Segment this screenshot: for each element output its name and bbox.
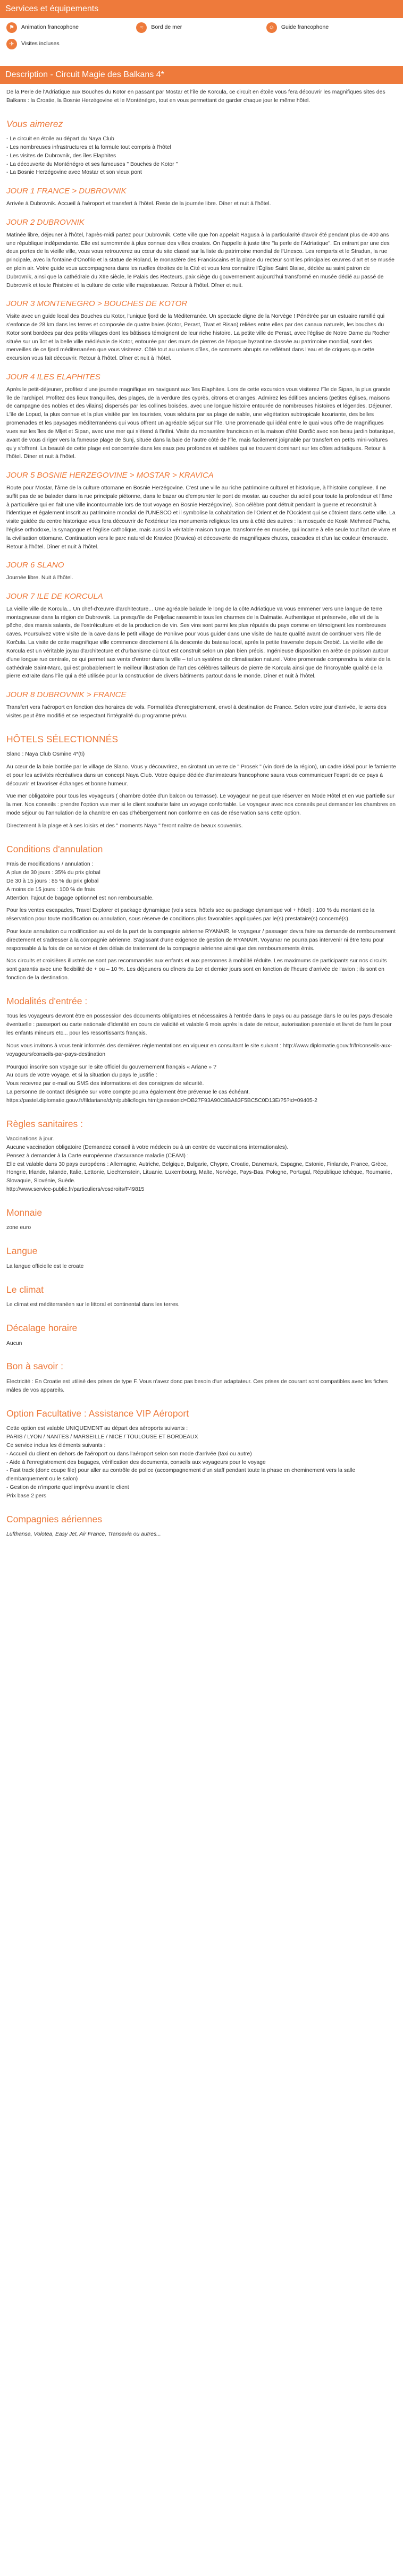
entry-line: Vous recevrez par e-mail ou SMS des informations et des consignes de sécurité. — [6, 1081, 204, 1087]
day-text: Journée libre. Nuit à l'hôtel. — [6, 575, 73, 581]
loved-item: - Les nombreuses infrastructures et la formule tout compris à l'hôtel — [6, 145, 171, 151]
day-title: JOUR 8 DUBROVNIK > FRANCE — [6, 690, 127, 700]
day-title: JOUR 3 MONTENEGRO > BOUCHES DE KOTOR — [6, 299, 188, 309]
day-text: Transfert vers l'aéroport en fonction des horaires de vols. Formalités d'enregistrement, envol à destination de France. Selon votre jour d'arrivée, le sens des visites peut être modifié et se respectant l'intégralité du programme prévu. — [6, 704, 387, 719]
day-title: JOUR 5 BOSNIE HERZEGOVINE > MOSTAR > KRAVICA — [6, 471, 214, 480]
day-text: Route pour Mostar, l'âme de la culture ottomane en Bosnie Herzégovine. C'est une ville au riche patrimoine culturel et historique, à l'histoire complexe. Il ne suffit pas de se balader dans la rue principale piétonne, dans le bazar ou d'emprunter le pont de mostar. au coucher du soleil pour toute la profondeur et l'âme à particulière qui en fait une ville incontournable lors de tout voyage en Bosnie Herzégovine). Son célèbre pont détruit pendant la guerre et reconstruit à l'identique et également inscrit au patrimoine mondial de l'UNESCO et il symbolise la cohabitation de l'Orient et de l'Occident qui se côtoient dans cette ville. La visite guidée du centre historique vous fera découvrir de l'extérieur les monuments religieux les uns à côté des autres : la mosquée de Koski Mehmed Pacha, l'église orthodoxe, la synagogue et l'église catholique, mais aussi la véritable maison turque, transformée en musée, qui incarne à elle seule tout l'art de vivre et la civilisation ottomane. Continuation vers le parc naturel de Kravice (Kravica) et découverte de magnifiques chutes, cascades et d'un lac couleur émeraude. Retour à l'hôtel. Dîner et nuit à l'hôtel. — [6, 485, 397, 550]
service-label: Guide francophone — [281, 24, 329, 31]
entry-title: Modalités d'entrée : — [6, 995, 88, 1006]
vip-line: - Accueil du client en dehors de l'aéroport ou dans l'aéroport selon son mode d'arrivée (taxi ou autre) — [6, 1451, 252, 1457]
day-title: JOUR 7 ILE DE KORCULA — [6, 592, 103, 601]
entry-line: Tous les voyageurs devront être en possession des documents obligatoires et nécessaires à l'entrée dans le pays ou au passage dans le ou les pays d'escale éventuelle : passeport ou carte nationale d'identité en cours de validité et valable 6 mois après la date de retour, autorisation parentale et livret de famille pour les enfants mineurs etc... pour les ressortissants français. — [6, 1013, 392, 1037]
visit-icon: ✈ — [6, 39, 17, 49]
goodtoknow-title: Bon à savoir : — [6, 1361, 63, 1372]
day-text: Visite avec un guide local des Bouches du Kotor, l'unique fjord de la Méditerranée. Un spectacle digne de la Norvège ! Pénétrée par un estuaire ramifié qui s'enfonce de 28 km dans les terres et composée de quatre baies (Kotor, Perast, Tivat et Risan) reliées entre elles par des canaux naturels, les bouches du Kotor sont bordées par des petits villages dont les bâtisses témoignent de leur riche histoire. La petite ville de Perast, avec l'église de Notre Dame du Rocher située sur un îlot et la belle ville médiévale de Kotor, entourée par des murs de pierres de l'époque byzantine classée au patrimoine mondial, sont des merveilles de ce fjord méditerranéen que vous visiterez. Côté tout au univers d'îles, de sommets abrupts se reflétant dans l'eau et de criques que cette excursion vous fait découvrir. Retour à l'hôtel. Dîner et nuit à l'hôtel. — [6, 313, 390, 362]
cancel-line: Attention, l'ajout de bagage optionnel est non remboursable. — [6, 895, 154, 901]
timezone-title: Décalage horaire — [6, 1323, 78, 1334]
content — [0, 84, 403, 1547]
entry-line: La personne de contact désignée sur votre compte pourra également être prévenue le cas échéant. — [6, 1089, 250, 1095]
currency-text: zone euro — [6, 1225, 31, 1231]
day-title: JOUR 2 DUBROVNIK — [6, 217, 85, 227]
entry-line: Nous vous invitons à vous tenir informés des dernières réglementations en vigueur en consultant le site suivant : http://www.diplomatie.gouv.fr/fr/conseils-aux-voyageurs/conseils-par-pays-destination — [6, 1043, 392, 1057]
day-text: Après le petit-déjeuner, profitez d'une journée magnifique en naviguant aux îles Elaphites. Lors de cette excursion vous visiterez l'île de Sipan, la plus grande île de l'archipel. Profitez des lieux tranquilles, des plages, de la verdure des cyprès, citrons et oranges. Admirez les édifices anciens (petites églises, maisons de campagne des nobles et des vilains) dispersés par les collines boisées, avec une longue histoire entourée de nombreuses histoires et légendes. Déjeuner. L'île de Lopud, la plus connue et la plus visitée par les touristes, vous séduira par sa plage de sable, une végétation subtropicale luxuriante, des belles promenades et les paysages méditerranéens qui vous offrent un agréable séjour sur l'île. Une promenade qui idéal entre le quai vous offre de magnifiques vues sur les îles de Mljet et Sipan, avec une mer qui s'étend à l'infini. Visite du monastère franciscain et la maison d'été Đorđić avec son beau jardin botanique, avant de vous diriger vers la fameuse plage de Šunj, située dans la baie de l'autre côté de l'île, mais facilement joignable par transfert en petits mini-voitures qu'y s'offrent. La beauté de cette plage est concentrée dans les eaux peu profondes et sablées qui se trouvent dominant sur les côtes adriatiques. Retour à l'hôtel. Dîner et nuit à l'hôtel. — [6, 386, 395, 460]
guide-icon: ☺ — [266, 22, 277, 33]
health-line: Elle est valable dans 30 pays européens : Allemagne, Autriche, Belgique, Bulgarie, Chypre, Croatie, Danemark, Espagne, Estonie, Finlande, France, Grèce, Hongrie, Irlande, Islande, Italie, Lettonie, Liechtenstein, Lituanie, Luxembourg, Malte, Norvège, Pays-Bas, Pologne, Portugal, République tchèque, Roumanie, Slovaquie, Slovénie, Suède. — [6, 1161, 392, 1184]
hotels-line: Slano : Naya Club Osmine 4*(ti) — [6, 751, 85, 758]
vip-line: Ce service inclus les éléments suivants : — [6, 1442, 106, 1448]
day-block — [6, 298, 397, 363]
vip-line: Cette option est valable UNIQUEMENT au départ des aéroports suivants : — [6, 1426, 188, 1432]
description-intro: De la Perle de l'Adriatique aux Bouches du Kotor en passant par Mostar et l'île de Korcula, ce circuit en étoile vous fera découvrir les magnifiques sites des Balkans : la Croatie, la Bosnie Herzégovine et le Monténégro, tout en vous permettant de garder chaque jour le même hôtel. — [6, 89, 385, 104]
airlines-text: Lufthansa, Volotea, Easy Jet, Air France, Transavia ou autres... — [6, 1531, 161, 1538]
language-text: La langue officielle est le croate — [6, 1263, 84, 1269]
loved-item: - Les visites de Dubrovnik, des îles Elaphites — [6, 152, 116, 159]
service-item — [136, 21, 266, 34]
cancel-line: Pour les ventes escapades, Travel Explorer et package dynamique (vols secs, hôtels sec ou package dynamique vol + hôtel) : 100 % du montant de la réservation pour toute modification ou annulation, sous réserve de conditions plus favorables appliquées par le(s) prestataire(s) concerné(s). — [6, 908, 375, 922]
day-title: JOUR 1 FRANCE > DUBROVNIK — [6, 187, 127, 196]
airlines-title: Compagnies aériennes — [6, 1513, 102, 1524]
hotels-line: Au cœur de la baie bordée par le village de Slano. Vous y découvrirez, en sirotant un verre de " Prosek " (vin doré de la région), un cadre idéal pour le farniente et pour les activités récréatives dans un concept Naya Club. Votre équipe dédiée d'animateurs francophone saura vous communiquer l'esprit de ce pays à découvrir et favoriser échanges et bonne humeur. — [6, 764, 396, 787]
description-band — [0, 66, 403, 84]
service-item — [6, 21, 136, 34]
climate-text: Le climat est méditerranéen sur le littoral et continental dans les terres. — [6, 1302, 180, 1308]
vip-block — [6, 1425, 397, 1500]
hotels-title: HÔTELS SÉLECTIONNÉS — [6, 733, 119, 744]
flag-icon: ⚑ — [6, 22, 17, 33]
health-line: Pensez à demander à la Carte européenne d'assurance maladie (CEAM) : — [6, 1153, 189, 1159]
description-title: Description - Circuit Magie des Balkans 4* — [5, 70, 164, 79]
day-title: JOUR 6 SLANO — [6, 561, 64, 570]
health-block — [6, 1135, 397, 1194]
hotels-line: Directement à la plage et à ses loisirs et des " moments Naya " feront naître de beaux souvenirs. — [6, 823, 243, 829]
health-title: Règles sanitaires : — [6, 1118, 83, 1129]
loved-list — [6, 135, 397, 177]
language-title: Langue — [6, 1245, 38, 1257]
day-block — [6, 185, 397, 208]
cancel-line: Nos circuits et croisières illustrés ne sont pas recommandés aux enfants et aux personnes à mobilité réduite. Les maximums de participants sur nos circuits sont garantis avec une flexibilité de + ou – 10 %. Les déjeuners ou dîners du 1er et dernier jours sont en fonction de l'heure d'arrivée de l'avion ; ils sont en fonction de la destination. — [6, 958, 387, 981]
cancel-line: Frais de modifications / annulation : — [6, 861, 94, 868]
health-line: http://www.service-public.fr/particuliers/vosdroits/F49815 — [6, 1187, 145, 1193]
entry-line: https://pastel.diplomatie.gouv.fr/fildariane/dyn/public/login.html;jsessionid=DB27F93A90C8BA83F5BC5C0D13E/?5?id=09405-2 — [6, 1097, 317, 1104]
day-block — [6, 591, 397, 681]
sea-icon: ≈ — [136, 22, 147, 33]
day-block — [6, 470, 397, 551]
health-line: Vaccinations à jour. — [6, 1136, 54, 1142]
vip-line: - Fast track (donc coupe file) pour aller au contrôle de police (accompagnement d'un staff pendant toute la phase en cheminement vers la salle d'embarquement ou le salon) — [6, 1468, 356, 1482]
entry-line: Pourquoi inscrire son voyage sur le site officiel du gouvernement français « Ariane » ? — [6, 1064, 216, 1070]
vip-line: Prix base 2 pers — [6, 1493, 47, 1499]
day-text: La vieille ville de Korcula... Un chef-d'œuvre d'architecture... Une agréable balade le long de la côte Adriatique va vous emmener vers une langue de terre montagneuse dans la région de Dubrovnik. La presqu'île de Pelješac rassemble tous les charmes de la Dalmatie. Authentique et préservée, elle vit de la pêche, des marais salants, de l'ostréiculture et de la production de vin. Ses vins sont parmi les plus réputés du pays comme en témoignent les nombreuses caves. Poursuivez votre visite de la cave dans le petit village de Ponikve pour vous guider dans une visite de haute qualité avant de continuer vers l'île de Korčula. La visite de cette magnifique ville commence directement à la descente du bateau local, après la petite traversée depuis Orebić. La vieille ville de Korcula est un véritable joyau d'architecture et d'urbanisme où tout est construit selon un plan bien précis. Ingénieuse disposition en arête de poisson autour d'une longue rue centrale, ce qui permet aux vents d'entrer dans la ville – tel un système de climatisation naturel. Votre promenade comprendra la visite de la cathédrale Saint-Marc, qui est probablement le meilleur illustration de l'art des célèbres tailleurs de pierre de Korcula ainsi que de l'incroyable qualité de la pierre extraite dans l'île qui a été utilisée pour la construction de divers bâtiments partout dans le monde. Dîner et nuit à l'hôtel. — [6, 606, 391, 680]
day-text: Matinée libre, déjeuner à l'hôtel, l'après-midi partez pour Dubrovnik. Cette ville que l'on appelait Ragusa à la particularité d'avoir été pendant plus de 400 ans une république indépendante. Elle est surnommée à plus connue des villes croates. On l'appelle à juste titre "la perle de l'Adriatique". En entrant par une des deux portes de la vieille ville, vous vous retrouverez au cœur du site classé sur la liste du patrimoine mondial de l'Unesco. Les remparts et le Stradun, la rue principale, avec la fontaine d'Onofrio et la statue de Roland, le monastère des Franciscains et la place du recteur sont les principales œuvres d'art et se musée en plein air. Votre guide vous accompagnera dans les ruelles étroites de la Cité et vous fera connaître l'Église Saint Blaise, dédiée au saint patron de Dubrovnik, ainsi que la cathédrale du XIIe siècle, le Palais des Recteurs, paix siège du gouvernement aujourd'hui transformé en musée dédié au passé de Dubrovnik et toute l'histoire et la culture de cette ville majestueuse. Retour à l'hôtel. Dîner et nuit. — [6, 232, 394, 289]
service-label: Animation francophone — [21, 24, 79, 31]
day-block — [6, 560, 397, 582]
vip-line: - Gestion de n'importe quel imprévu avant le client — [6, 1484, 129, 1490]
service-label: Bord de mer — [151, 24, 182, 31]
timezone-text: Aucun — [6, 1340, 22, 1346]
services-title: Services et équipements — [5, 4, 99, 13]
vip-line: - Aide à l'enregistrement des bagages, vérification des documents, conseils aux voyageurs pour le voyage — [6, 1459, 266, 1465]
health-line: Aucune vaccination obligatoire (Demandez conseil à votre médecin ou à un centre de vaccinations internationales). — [6, 1144, 289, 1150]
hotels-line: Vue mer obligatoire pour tous les voyageurs ( chambre dotée d'un balcon ou terrasse). Le voyageur ne peut que réserver en Mode Hôtel et en vue partielle sur la mer. Nos conseils : prendre l'option vue mer si le client souhaite faire un voyage confortable. Le voyageur avec nos conseils peut demander les chambres en mode séjour ou l'annulation de la chambre en cas d'hébergement non conforme en cas de réservation sans cette option. — [6, 793, 396, 817]
services-band — [0, 0, 403, 18]
day-block — [6, 371, 397, 461]
service-item — [6, 38, 136, 50]
goodtoknow-text: Electricité : En Croatie est utilisé des prises de type F. Vous n'avez donc pas besoin d'un adaptateur. Ces prises de courant sont compatibles avec les fiches mâles de vos appareils. — [6, 1379, 388, 1393]
loved-item: - Le circuit en étoile au départ du Naya Club — [6, 136, 114, 142]
services-list — [0, 18, 403, 56]
cancel-line: Pour toute annulation ou modification au vol de la part de la compagnie aérienne RYANAIR, le voyageur / passager devra faire sa demande de remboursement directement et s'adresser à la compagnie aérienne. S'agissant d'une exigence de gestion de RYANAIR, Voyamar ne pourra pas intervenir ni être tenu pour responsable à la fois de ce service et des délais de traitement de la compagnie aérienne ainsi que des remboursements émis. — [6, 928, 396, 952]
day-text: Arrivée à Dubrovnik. Accueil à l'aéroport et transfert à l'hôtel. Reste de la journée libre. Dîner et nuit à l'hôtel. — [6, 201, 271, 207]
service-item — [266, 21, 396, 34]
cancel-line: A moins de 15 jours : 100 % de frais — [6, 886, 95, 893]
cancel-line: A plus de 30 jours : 35% du prix global — [6, 870, 100, 876]
entry-line: Au cours de votre voyage, et si la situation du pays le justifie : — [6, 1072, 157, 1079]
day-title: JOUR 4 ILES ELAPHITES — [6, 372, 100, 382]
entry-ariane — [6, 1063, 397, 1105]
currency-title: Monnaie — [6, 1207, 43, 1218]
loved-title: Vous aimerez — [6, 118, 63, 129]
cancel-line: De 30 à 15 jours : 85 % du prix global — [6, 878, 99, 884]
vip-line: PARIS / LYON / NANTES / MARSEILLE / NICE / TOULOUSE ET BORDEAUX — [6, 1434, 198, 1440]
day-block — [6, 217, 397, 290]
climate-title: Le climat — [6, 1284, 44, 1295]
day-block — [6, 689, 397, 720]
vip-title: Option Facultative : Assistance VIP Aéroport — [6, 1408, 189, 1419]
loved-item: - La découverte du Monténégro et ses fameuses " Bouches de Kotor " — [6, 161, 178, 167]
loved-item: - La Bosnie Herzégovine avec Mostar et son vieux pont — [6, 170, 142, 176]
cancel-title: Conditions d'annulation — [6, 843, 103, 854]
cancel-block — [6, 860, 397, 902]
service-label: Visites incluses — [21, 40, 60, 47]
